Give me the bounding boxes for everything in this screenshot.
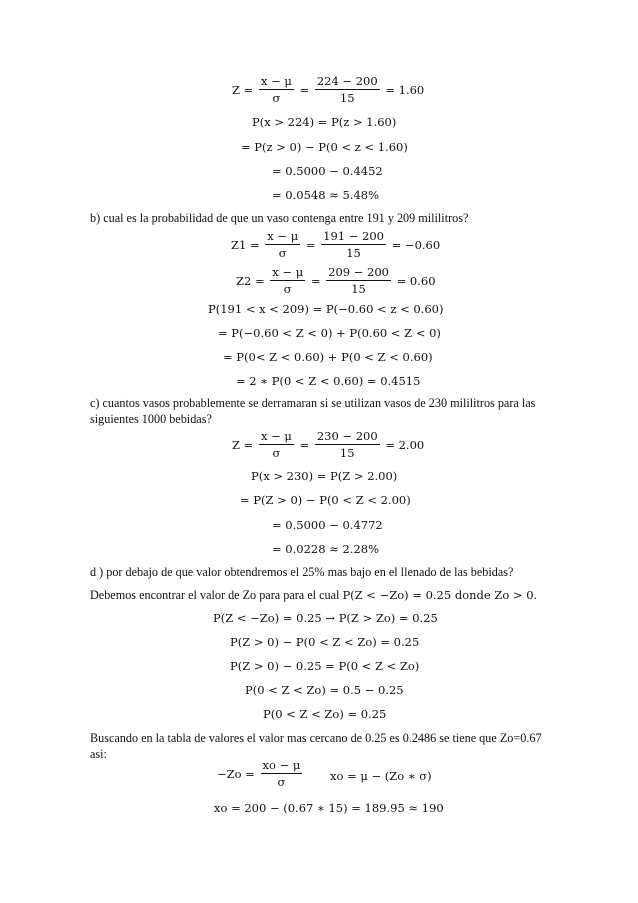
equation-line: = 0.5000 − 0.4452 bbox=[272, 164, 383, 178]
fraction-numerator: x − μ bbox=[260, 74, 292, 88]
z-equation-c bbox=[232, 429, 424, 460]
z1-equation bbox=[231, 229, 440, 260]
z-result: = 1.60 bbox=[385, 82, 425, 97]
equation-line: = P(−0.60 < Z < 0) + P(0.60 < Z < 0) bbox=[218, 326, 441, 340]
fraction-numerator: 209 − 200 bbox=[328, 265, 389, 279]
z-result: = 2.00 bbox=[385, 437, 425, 452]
fraction-standard bbox=[259, 74, 294, 105]
fraction-denominator: 15 bbox=[351, 282, 366, 296]
fraction-standard bbox=[261, 758, 303, 789]
intro-text: Debemos encontrar el valor de Zo para para el cual bbox=[90, 588, 343, 602]
fraction-denominator: σ bbox=[272, 446, 281, 460]
question-b: b) cual es la probabilidad de que un vaso contenga entre 191 y 209 mililitros? bbox=[90, 211, 469, 225]
xo-formula: xo = μ − (Zo ∗ σ) bbox=[330, 769, 432, 783]
equation-line: P(Z > 0) − P(0 < Z < Zo) = 0.25 bbox=[230, 635, 420, 649]
fraction-numerator: x − μ bbox=[260, 429, 292, 443]
equation-line: P(0 < Z < Zo) = 0.25 bbox=[263, 707, 387, 721]
equation-line: = 0.0548 ≈ 5.48% bbox=[272, 188, 380, 202]
fraction-denominator: σ bbox=[272, 91, 281, 105]
equation-line: = P(0< Z < 0.60) + P(0 < Z < 0.60) bbox=[223, 350, 433, 364]
z-lhs: Z = bbox=[232, 82, 254, 97]
fraction-values bbox=[321, 229, 386, 260]
fraction-numerator: xo − μ bbox=[262, 758, 301, 772]
z1-lhs: Z1 = bbox=[231, 237, 260, 252]
fraction-values bbox=[315, 429, 380, 460]
equation-line: P(0 < Z < Zo) = 0.5 − 0.25 bbox=[245, 683, 404, 697]
fraction-values bbox=[326, 265, 391, 296]
fraction-numerator: x − μ bbox=[267, 229, 299, 243]
conclusion-line2: asi: bbox=[90, 747, 107, 761]
z-equation-a bbox=[232, 74, 424, 105]
equation-line: = P(z > 0) − P(0 < z < 1.60) bbox=[241, 140, 408, 154]
z2-equation bbox=[236, 265, 436, 296]
question-c-line1: c) cuantos vasos probablemente se derramaran si se utilizan vasos de 230 mililitros para las bbox=[90, 396, 536, 410]
fraction-values bbox=[315, 74, 380, 105]
equals-sign: = bbox=[310, 273, 321, 288]
intro-d bbox=[90, 587, 537, 603]
fraction-numerator: 191 − 200 bbox=[323, 229, 384, 243]
fraction-numerator: 230 − 200 bbox=[316, 429, 378, 443]
intro-math: P(Z < −Zo) = 0.25 donde Zo > 0. bbox=[342, 588, 538, 602]
fraction-standard bbox=[259, 429, 294, 460]
zo-fraction-equation bbox=[217, 758, 304, 789]
question-d: d ) por debajo de que valor obtendremos el 25% mas bajo en el llenado de las bebidas? bbox=[90, 565, 514, 579]
equals-sign: = bbox=[299, 437, 310, 452]
fraction-denominator: σ bbox=[277, 775, 286, 789]
fraction-denominator: σ bbox=[283, 282, 292, 296]
fraction-numerator: 224 − 200 bbox=[316, 74, 378, 88]
fraction-denominator: 15 bbox=[339, 446, 355, 460]
equation-line: = 0.0228 ≈ 2.28% bbox=[272, 542, 380, 556]
final-result: xo = 200 − (0.67 ∗ 15) = 189.95 ≈ 190 bbox=[214, 801, 444, 815]
conclusion-line1: Buscando en la tabla de valores el valor mas cercano de 0.25 es 0.2486 se tiene que Zo=0.67 bbox=[90, 731, 542, 745]
fraction-standard bbox=[265, 229, 300, 260]
equation-line: P(x > 230) = P(Z > 2.00) bbox=[251, 469, 398, 483]
z-lhs: Z = bbox=[232, 437, 254, 452]
z1-result: = −0.60 bbox=[391, 237, 441, 252]
equation-line: P(x > 224) = P(z > 1.60) bbox=[252, 115, 397, 129]
equation-line: P(Z > 0) − 0.25 = P(0 < Z < Zo) bbox=[230, 659, 420, 673]
fraction-numerator: x − μ bbox=[272, 265, 304, 279]
z2-lhs: Z2 = bbox=[236, 273, 265, 288]
equation-line: = P(Z > 0) − P(0 < Z < 2.00) bbox=[240, 493, 411, 507]
question-c-line2: siguientes 1000 bebidas? bbox=[90, 412, 212, 426]
equals-sign: = bbox=[299, 82, 310, 97]
equation-line: = 0.5000 − 0.4772 bbox=[272, 518, 383, 532]
equals-sign: = bbox=[305, 237, 316, 252]
equation-line: P(Z < −Zo) = 0.25 → P(Z > Zo) = 0.25 bbox=[213, 611, 438, 625]
fraction-denominator: 15 bbox=[346, 246, 361, 260]
equation-line: P(191 < x < 209) = P(−0.60 < z < 0.60) bbox=[208, 302, 444, 316]
equation-line: = 2 ∗ P(0 < Z < 0.60) = 0.4515 bbox=[236, 374, 421, 388]
fraction-denominator: σ bbox=[278, 246, 287, 260]
fraction-standard bbox=[270, 265, 305, 296]
zo-lhs: −Zo = bbox=[217, 766, 255, 781]
z2-result: = 0.60 bbox=[396, 273, 436, 288]
fraction-denominator: 15 bbox=[339, 91, 355, 105]
